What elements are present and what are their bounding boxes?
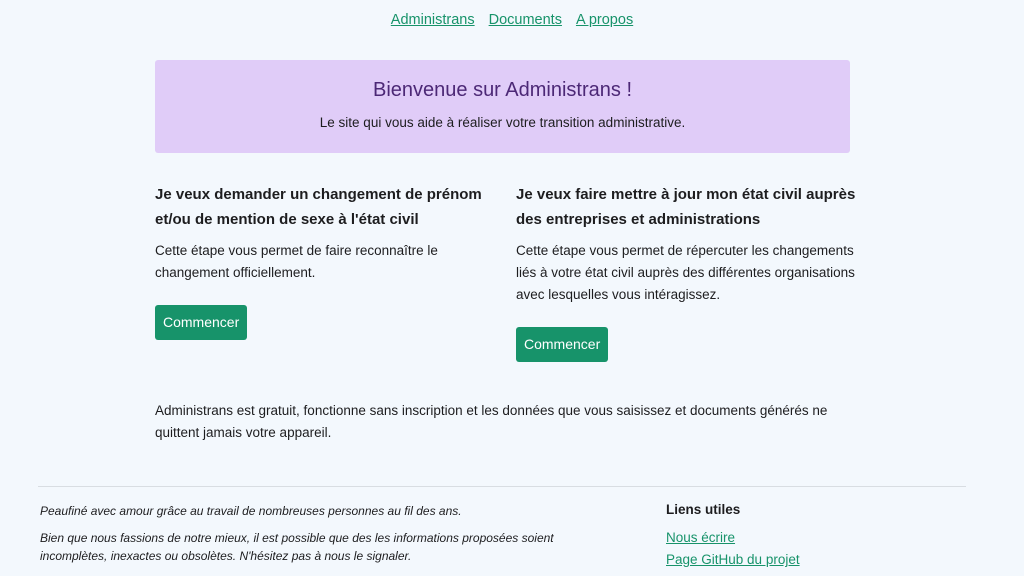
top-navigation: [0, 12, 1024, 28]
useful-links-title: Liens utiles: [666, 502, 741, 517]
welcome-banner: [155, 60, 850, 153]
banner-title: Bienvenue sur Administrans !: [372, 79, 633, 101]
card-civil-status-update: [516, 182, 856, 362]
card-title: Je veux demander un changement de prénom et/ou de mention de sexe à l'état civil: [155, 186, 482, 228]
footer-disclaimer: Bien que nous fassions de notre mieux, il est possible que des les informations proposées soient incomplètes, inexactes ou obsolètes. N'hésitez pas à nous le signaler.: [40, 531, 554, 563]
card-title: Je veux faire mettre à jour mon état civil auprès des entreprises et administrations: [516, 186, 856, 228]
footer-credit: Peaufiné avec amour grâce au travail de nombreuses personnes au fil des ans.: [40, 504, 462, 518]
github-link[interactable]: Page GitHub du projet: [666, 552, 800, 567]
nav-link-administrans[interactable]: Administrans: [390, 12, 475, 28]
start-name-change-button[interactable]: Commencer: [155, 305, 247, 340]
footer-text: [40, 502, 600, 565]
card-description: Cette étape vous permet de faire reconnaître le changement officiellement.: [155, 243, 438, 280]
privacy-note: Administrans est gratuit, fonctionne sans inscription et les données que vous saisissez et documents générés ne quittent jamais votre appareil.: [155, 403, 828, 440]
useful-links: [666, 502, 800, 567]
banner-subtitle: Le site qui vous aide à réaliser votre transition administrative.: [319, 115, 686, 130]
footer-divider: [38, 486, 966, 487]
contact-link[interactable]: Nous écrire: [666, 530, 736, 545]
card-description: Cette étape vous permet de répercuter les changements liés à votre état civil auprès des différentes organisations avec lesquelles vous intéragissez.: [516, 243, 855, 302]
nav-link-documents[interactable]: Documents: [488, 12, 562, 28]
card-name-change: [155, 182, 495, 340]
start-civil-status-update-button[interactable]: Commencer: [516, 327, 608, 362]
nav-link-a-propos[interactable]: A propos: [575, 12, 634, 28]
